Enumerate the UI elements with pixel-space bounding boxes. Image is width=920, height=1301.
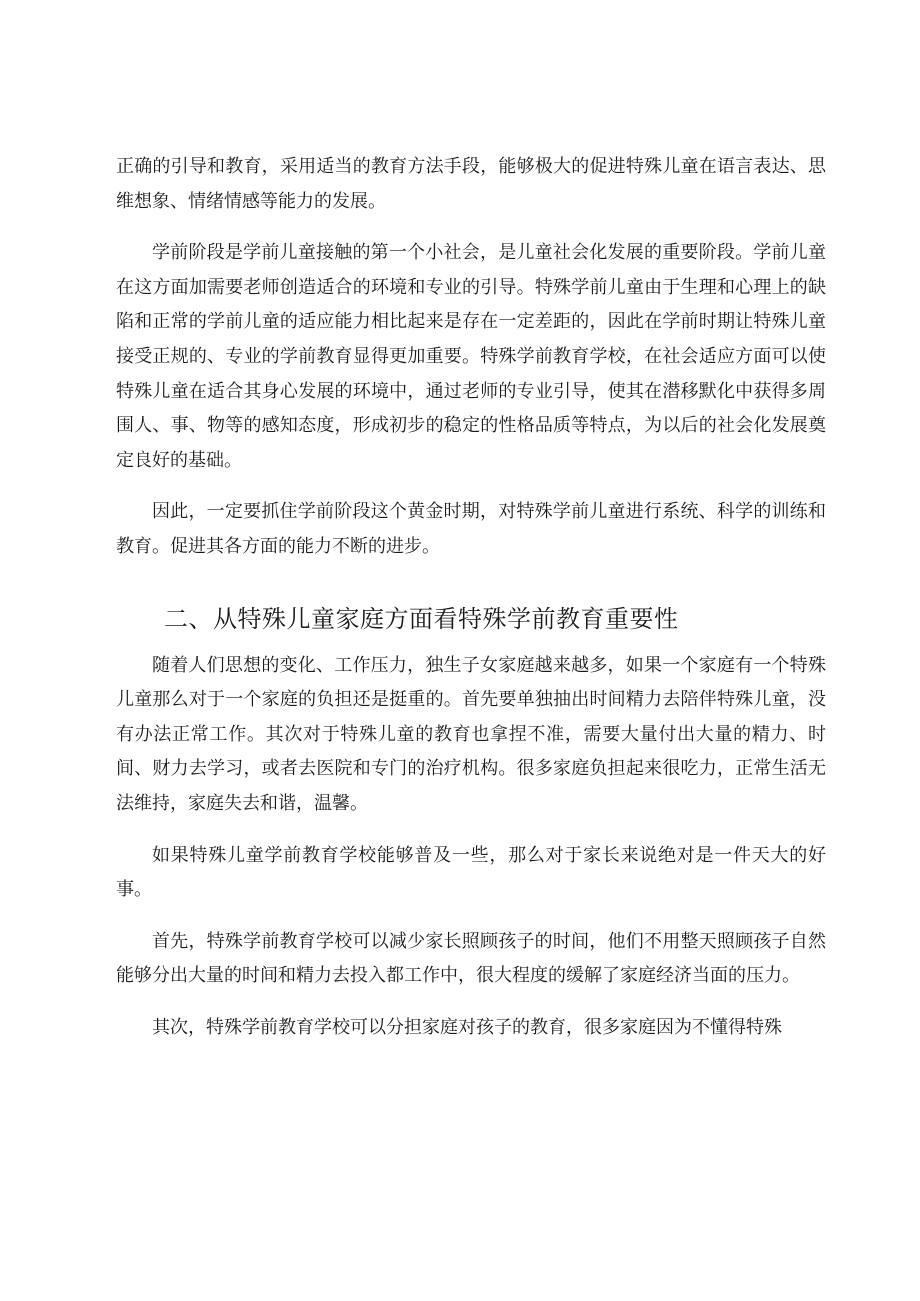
paragraph-first-reason: 首先，特殊学前教育学校可以减少家长照顾孩子的时间，他们不用整天照顾孩子自然能够分出大量的时间和精力去投入都工作中，很大程度的缓解了家庭经济当面的压力。 (116, 930, 826, 987)
paragraph-family-burden: 随着人们思想的变化、工作压力，独生子女家庭越来越多，如果一个家庭有一个特殊儿童那么对于一个家庭的负担还是挺重的。首先要单独抽出时间精力去陪伴特殊儿童，没有办法正常工作。其次对于特殊儿童的教育也拿捏不准，需要大量付出大量的精力、时间、财力去学习，或者去医院和专门的治疗机构。很多家庭负担起来很吃力，正常生活无法维持，家庭失去和谐，温馨。 (116, 654, 826, 814)
paragraph-continuation: 正确的引导和教育，采用适当的教育方法手段，能够极大的促进特殊儿童在语言表达、思维想象、情绪情感等能力的发展。 (116, 156, 826, 212)
paragraph-popularize: 如果特殊儿童学前教育学校能够普及一些，那么对于家长来说绝对是一件天大的好事。 (116, 844, 826, 901)
section-heading: 二、从特殊儿童家庭方面看特殊学前教育重要性 (164, 604, 679, 633)
document-page (116, 150, 826, 1045)
paragraph-golden-period: 因此，一定要抓住学前阶段这个黄金时期，对特殊学前儿童进行系统、科学的训练和教育。促进其各方面的能力不断的进步。 (116, 501, 826, 557)
paragraph-second-reason: 其次，特殊学前教育学校可以分担家庭对孩子的教育，很多家庭因为不懂得特殊 (152, 1016, 782, 1038)
paragraph-social-adaptation: 学前阶段是学前儿童接触的第一个小社会，是儿童社会化发展的重要阶段。学前儿童在这方面加需要老师创造适合的环境和专业的引导。特殊学前儿童由于生理和心理上的缺陷和正常的学前儿童的适应能力相比起来是存在一定差距的，因此在学前时期让特殊儿童接受正规的、专业的学前教育显得更加重要。特殊学前教育学校，在社会适应方面可以使特殊儿童在适合其身心发展的环境中，通过老师的专业引导，使其在潜移默化中获得多周围人、事、物等的感知态度，形成初步的稳定的性格品质等特点，为以后的社会化发展奠定良好的基础。 (116, 242, 826, 471)
